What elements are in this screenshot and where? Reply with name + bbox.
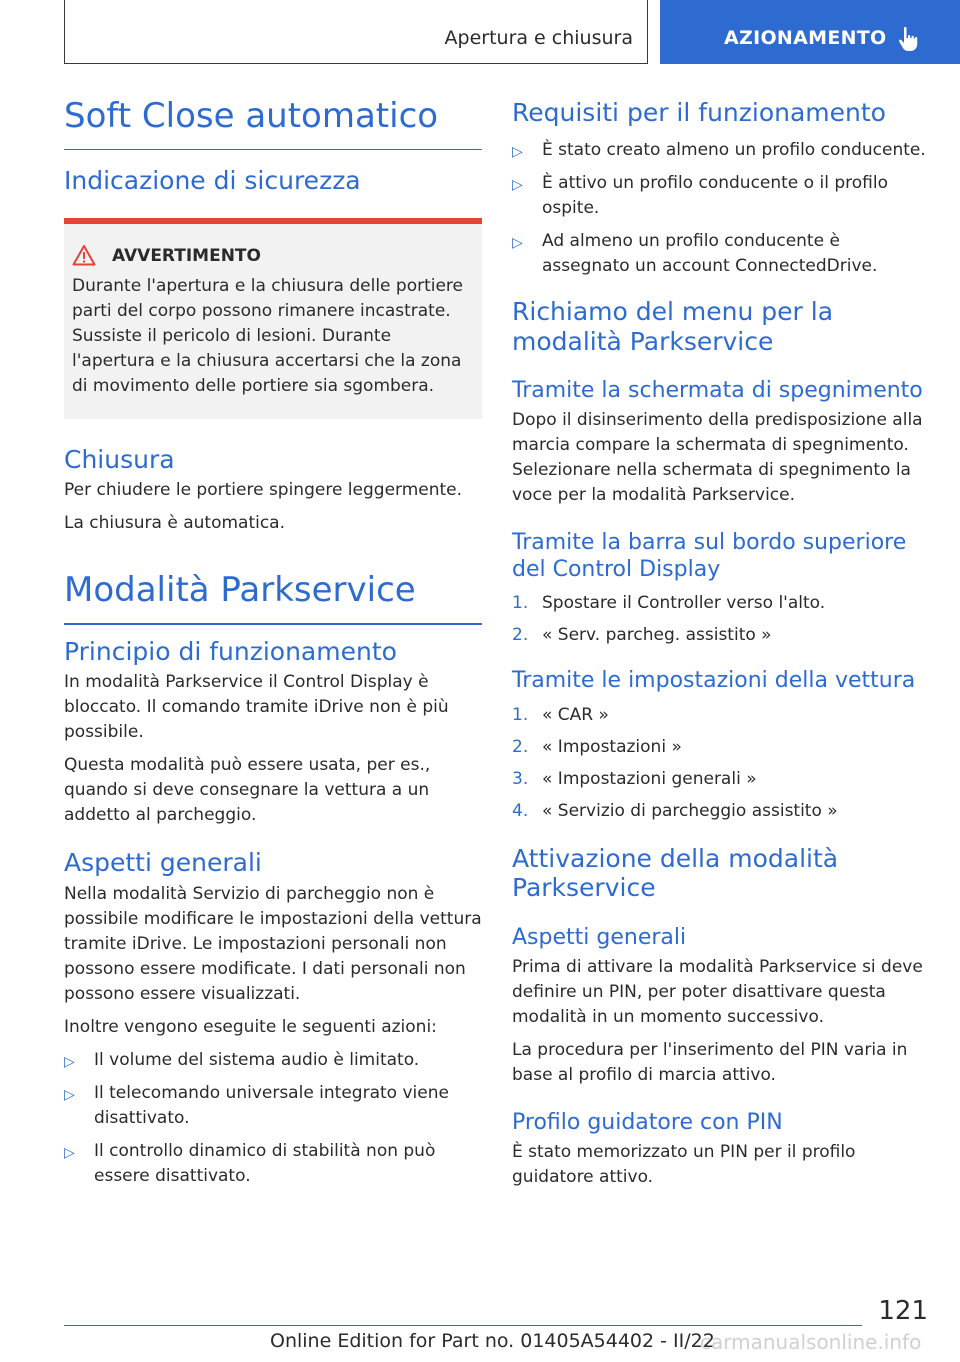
list-item: 2. « Impostazioni » [512, 736, 682, 757]
general-paragraph: Nella modalità Servizio di parcheggio non è possibile modificare le impostazioni della vettura tramite iDrive. Le impostazioni personali non possono essere modificate. I dati personali non possono essere visualizzati. [64, 883, 482, 1004]
soft-close-title: Soft Close automatico [64, 96, 439, 136]
triangle-bullet-icon: ▷ [512, 177, 523, 193]
edition-note: Online Edition for Part no. 01405A54402 - II/22 [270, 1330, 715, 1352]
list-item: 1. Spostare il Controller verso l'alto. [512, 593, 826, 614]
shutdown-heading: Tramite la schermata di spegnimento [512, 378, 923, 403]
topbar-heading: Tramite la barra sul bordo superiore del Control Display [512, 530, 907, 582]
footer-divider [64, 1325, 862, 1326]
general-heading: Aspetti generali [64, 848, 262, 878]
general-paragraph: Inoltre vengono eseguite le seguenti azioni: [64, 1016, 437, 1037]
warning-triangle-icon [72, 244, 96, 266]
list-item: ▷ Il telecomando universale integrato viene disattivato. [64, 1082, 449, 1128]
list-item: ▷ Il controllo dinamico di stabilità non può essere disattivato. [64, 1140, 436, 1186]
closing-heading: Chiusura [64, 444, 175, 474]
list-item: ▷ Il volume del sistema audio è limitato. [64, 1048, 482, 1073]
triangle-bullet-icon: ▷ [64, 1144, 75, 1161]
shutdown-paragraph: Dopo il disinserimento della predisposizione alla marcia compare la schermata di spegnimento. Selezionare nella schermata di spegnimento la voce per la modalità Parkservice. [512, 410, 923, 506]
chapter-title: AZIONAMENTO [724, 27, 887, 49]
left-column [64, 96, 482, 1197]
triangle-bullet-icon: ▷ [64, 1086, 75, 1103]
list-item: 3. « Impostazioni generali » [512, 768, 757, 789]
activation-paragraph: Prima di attivare la modalità Parkservice si deve definire un PIN, per poter disattivare questa modalità in un momento successivo. [512, 956, 923, 1027]
activation-general-heading: Aspetti generali [512, 924, 687, 950]
pointing-hand-icon [895, 25, 923, 53]
divider [64, 623, 482, 625]
chapter-banner [660, 0, 960, 64]
topbar-steps [512, 591, 932, 648]
principle-paragraph: In modalità Parkservice il Control Display è bloccato. Il comando tramite iDrive non è più possibile. [64, 672, 449, 743]
closing-paragraph: La chiusura è automatica. [64, 513, 286, 534]
principle-paragraph: Questa modalità può essere usata, per es., quando si deve consegnare la vettura a un addetto al parcheggio. [64, 755, 431, 826]
section-tab [64, 0, 648, 64]
actions-list [64, 1048, 482, 1189]
principle-heading: Principio di funzionamento [64, 636, 397, 666]
safety-heading: Indicazione di sicurezza [64, 166, 361, 196]
warning-text: Durante l'apertura e la chiusura delle portiere parti del corpo possono rimanere incastrate. Sussiste il pericolo di lesioni. Durante l'apertura e la chiusura accertarsi che la zona di movimento delle portiere sia sgombera. [72, 275, 464, 396]
list-item: 2. « Serv. parcheg. assistito » [512, 625, 772, 646]
triangle-bullet-icon: ▷ [64, 1053, 75, 1070]
pin-paragraph: È stato memorizzato un PIN per il profilo guidatore attivo. [512, 1142, 856, 1188]
divider [64, 149, 482, 151]
warning-title-row [112, 246, 472, 266]
right-column [512, 98, 932, 1190]
settings-steps [512, 703, 932, 824]
list-item: 1. « CAR » [512, 704, 609, 725]
requirements-list [512, 138, 932, 279]
list-item: ▷ Ad almeno un profilo conducente è assegnato un account ConnectedDrive. [512, 231, 878, 276]
pin-heading: Profilo guidatore con PIN [512, 1109, 783, 1135]
parkservice-title: Modalità Parkservice [64, 570, 416, 611]
list-item: ▷ È attivo un profilo conducente o il profilo ospite. [512, 173, 888, 218]
triangle-bullet-icon: ▷ [512, 144, 523, 160]
triangle-bullet-icon: ▷ [512, 235, 523, 251]
closing-paragraph: Per chiudere le portiere spingere leggermente. [64, 480, 463, 501]
requirements-heading: Requisiti per il funzionamento [512, 98, 886, 127]
list-item: 4. « Servizio di parcheggio assistito » [512, 800, 838, 821]
activation-paragraph: La procedura per l'inserimento del PIN varia in base al profilo di marcia attivo. [512, 1039, 908, 1085]
section-title: Apertura e chiusura [444, 27, 633, 49]
warning-box [64, 218, 482, 419]
menu-heading: Richiamo del menu per la modalità Parkservice [512, 297, 834, 356]
list-item: ▷ È stato creato almeno un profilo conducente. [512, 138, 932, 163]
watermark: carmanualsonline.info [700, 1330, 922, 1354]
settings-heading: Tramite le impostazioni della vettura [512, 668, 916, 694]
activation-heading: Attivazione della modalità Parkservice [512, 843, 839, 903]
page-number: 121 [878, 1296, 928, 1326]
warning-title: AVVERTIMENTO [112, 245, 261, 266]
